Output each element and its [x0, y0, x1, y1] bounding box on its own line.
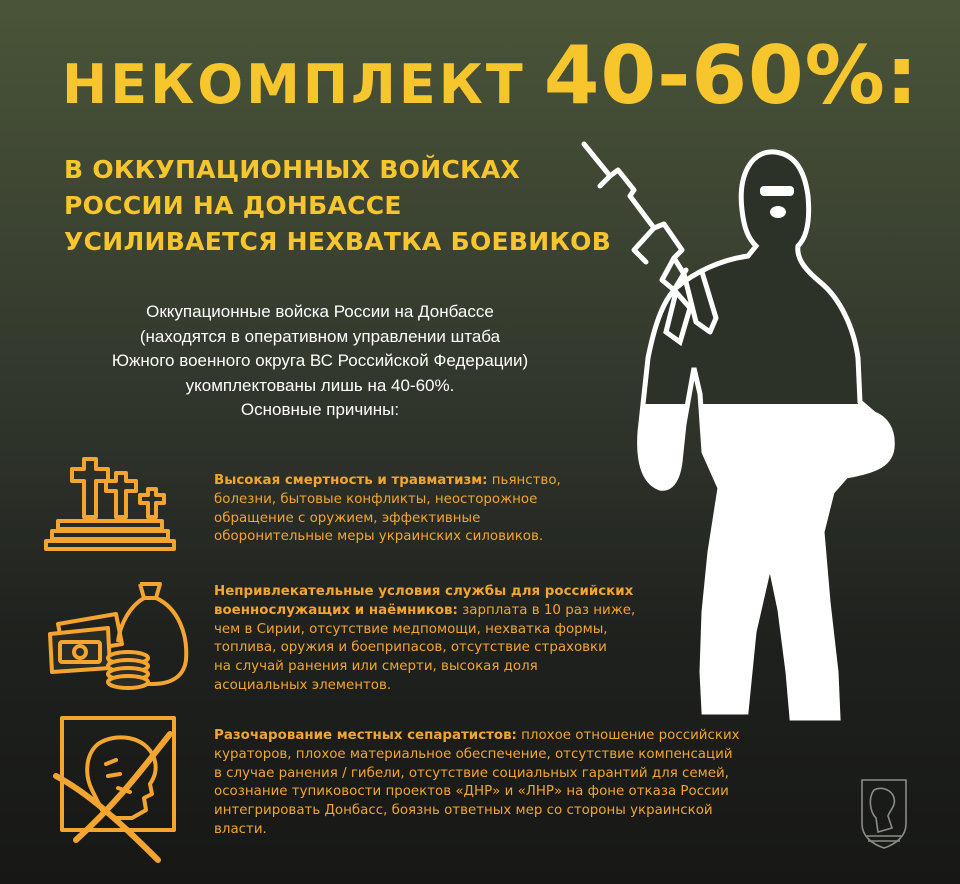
title-word: НЕКОМПЛЕКТ: [62, 53, 526, 116]
crossed-portrait-icon: [46, 714, 180, 864]
reason-text: чем в Сирии, отсутствие медпомощи, нехватка формы,: [214, 621, 608, 637]
reason-text: на случай ранения или смерти, высокая доля: [214, 659, 538, 675]
reason-heading: Высокая смертность и травматизм:: [214, 473, 488, 488]
reason-heading: Непривлекательные условия службы для российских: [214, 584, 634, 599]
reason-heading: военнослужащих и наёмников:: [214, 602, 458, 618]
intro-line: (находятся в оперативном управлении штаба: [139, 326, 501, 346]
graves-icon: [44, 455, 176, 551]
reason-separatists: [214, 727, 740, 840]
money-bag-icon: [44, 580, 194, 692]
intro-line: Основные причины:: [240, 400, 400, 419]
reason-text: осознание тупиковости проектов «ДНР» и «ЛНР» на фоне отказа России: [214, 784, 729, 800]
reason-text: асоциальных элементов.: [214, 677, 392, 693]
reason-text: топлива, оружия и боеприпасов, отсутствие страховки: [214, 640, 607, 656]
subtitle-line: В ОККУПАЦИОННЫХ ВОЙСКАХ: [64, 155, 521, 184]
intro-line: Оккупационные войска России на Донбассе: [146, 302, 494, 321]
title-percent: 40-60%:: [543, 29, 919, 122]
intro-line: укомплектованы лишь на 40-60%.: [185, 375, 455, 395]
reason-text: в случае ранения / гибели, отсутствие социальных гарантий для семей,: [214, 765, 729, 781]
reason-heading: Разочарование местных сепаратистов:: [214, 728, 517, 743]
reason-text: зарплата в 10 раз ниже,: [457, 602, 636, 618]
reason-mortality: [214, 472, 714, 547]
page-title: [62, 29, 919, 122]
reason-text: оборонительные меры украинских силовиков.: [214, 529, 544, 545]
reason-text: обращение с оружием, эффективные: [214, 510, 481, 526]
reason-text: интегрировать Донбасс, боязнь ответных мер со стороны украинской: [214, 803, 713, 819]
intro-paragraph: [40, 300, 600, 423]
reason-text: власти.: [214, 821, 267, 837]
subtitle-line: РОССИИ НА ДОНБАССЕ: [64, 191, 402, 220]
subtitle-line: УСИЛИВАЕТСЯ НЕХВАТКА БОЕВИКОВ: [64, 227, 612, 256]
intro-line: Южного военного округа ВС Российской Федерации): [111, 351, 529, 370]
reason-text: болезни, бытовые конфликты, неосторожное: [214, 491, 538, 507]
reason-text: пьянство,: [487, 473, 561, 488]
emblem-logo-icon: [856, 776, 912, 852]
reason-text: плохое отношение российских: [516, 728, 740, 743]
reason-text: кураторов, плохое материальное обеспечение, отсутствие компенсаций: [214, 746, 733, 762]
subtitle: [64, 152, 611, 260]
reason-service-conditions: [214, 583, 714, 696]
